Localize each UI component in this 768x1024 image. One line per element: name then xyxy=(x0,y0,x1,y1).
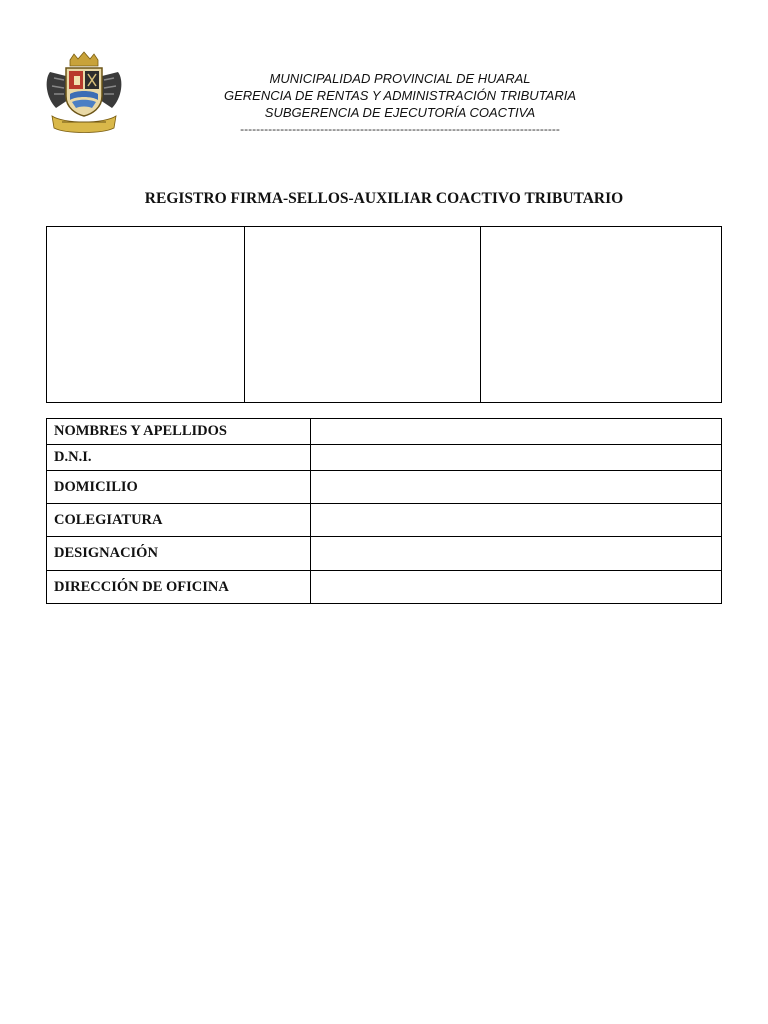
table-row xyxy=(47,419,722,445)
table-row xyxy=(47,537,722,571)
signature-box-3[interactable] xyxy=(481,227,721,402)
letterhead xyxy=(160,70,640,137)
row-label: DESIGNACIÓN xyxy=(47,537,311,571)
signature-box-1[interactable] xyxy=(47,227,245,402)
municipal-crest-icon xyxy=(44,50,124,136)
personal-info-table xyxy=(46,418,722,604)
table-row xyxy=(47,471,722,504)
header-subdivision: SUBGERENCIA DE EJECUTORÍA COACTIVA xyxy=(264,105,536,120)
row-label: DOMICILIO xyxy=(47,471,311,504)
table-row xyxy=(47,571,722,604)
row-value-names[interactable] xyxy=(311,419,722,445)
form-title: REGISTRO FIRMA-SELLOS-AUXILIAR COACTIVO TRIBUTARIO xyxy=(144,190,624,207)
row-value-office-address[interactable] xyxy=(311,571,722,604)
row-label: NOMBRES Y APELLIDOS xyxy=(47,419,311,445)
row-value-address[interactable] xyxy=(311,471,722,504)
row-label: COLEGIATURA xyxy=(47,504,311,537)
header-separator: -------------------------------------------------------------------------------- xyxy=(240,122,560,136)
row-label: D.N.I. xyxy=(47,445,311,471)
header-municipality: MUNICIPALIDAD PROVINCIAL DE HUARAL xyxy=(269,71,531,86)
row-value-designation[interactable] xyxy=(311,537,722,571)
row-value-registration[interactable] xyxy=(311,504,722,537)
signature-box-2[interactable] xyxy=(245,227,481,402)
header-management: GERENCIA DE RENTAS Y ADMINISTRACIÓN TRIBUTARIA xyxy=(223,88,576,103)
signature-seal-boxes xyxy=(46,226,722,403)
table-row xyxy=(47,445,722,471)
table-row xyxy=(47,504,722,537)
row-label: DIRECCIÓN DE OFICINA xyxy=(47,571,311,604)
row-value-dni[interactable] xyxy=(311,445,722,471)
